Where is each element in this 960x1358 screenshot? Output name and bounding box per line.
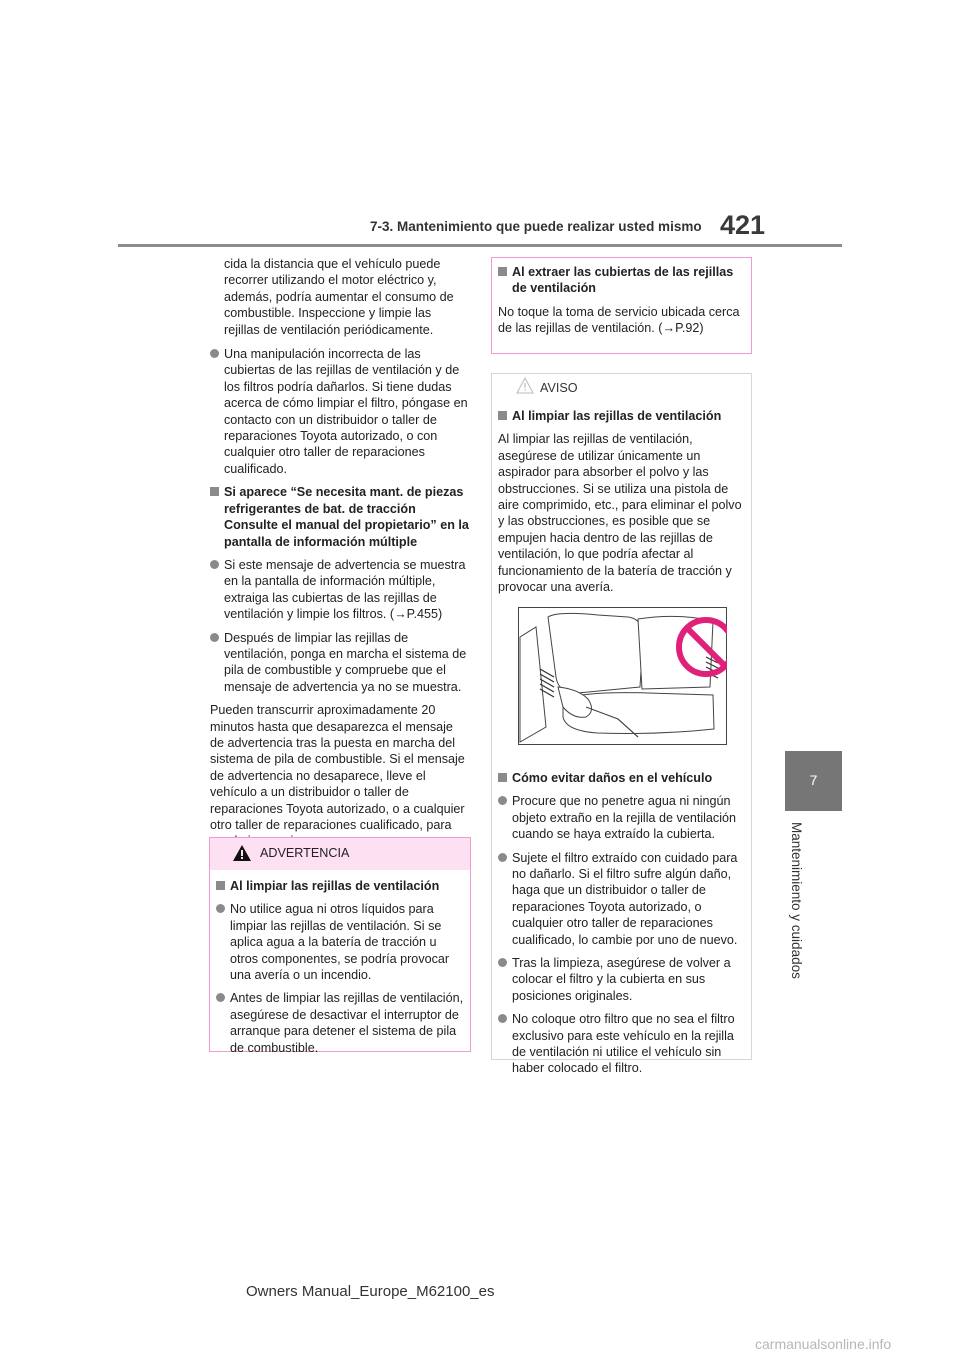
chapter-number: 7 <box>809 772 818 788</box>
bullet-text: No utilice agua ni otros líquidos para limpiar las rejillas de ventilación. Si se aplica agua a la batería de tracción u otros componentes, se podría provocar una avería o un incendio. <box>230 902 450 983</box>
square-bullet-icon <box>210 487 219 496</box>
note-heading <box>498 264 745 297</box>
list-item <box>498 793 745 842</box>
heading-text: Al limpiar las rejillas de ventilación <box>512 409 722 423</box>
watermark: carmanualsonline.info <box>755 1336 892 1352</box>
chapter-tab <box>785 751 842 811</box>
footer-text: Owners Manual_Europe_M62100_es <box>246 1283 495 1300</box>
note-text: No toque la toma de servicio ubicada cerca de las rejillas de ventilación. (→P.92) <box>498 304 740 336</box>
caution-body <box>492 408 751 1077</box>
list-item <box>210 346 470 477</box>
bullet-dot-icon <box>216 904 225 913</box>
caution-title: AVISO <box>540 381 578 395</box>
caution-header <box>492 374 751 404</box>
warning-title: ADVERTENCIA <box>260 846 350 860</box>
square-bullet-icon <box>216 881 225 890</box>
bullet-text: Tras la limpieza, asegúrese de volver a colocar el filtro y la cubierta en sus posiciones originales. <box>512 955 731 1003</box>
page-number: 421 <box>720 210 766 240</box>
list-item <box>210 557 470 623</box>
list-item <box>498 955 745 1004</box>
note-box <box>491 257 752 354</box>
bullet-dot-icon <box>498 1014 507 1023</box>
note-body <box>492 258 751 337</box>
warning-box <box>209 837 471 1055</box>
square-bullet-icon <box>498 773 507 782</box>
bullet-text: Si este mensaje de advertencia se muestra en la pantalla de información múltiple, extraiga las cubiertas de las rejillas de ventilación y limpie los filtros. (→P.455) <box>224 557 466 622</box>
bullet-text: No coloque otro filtro que no sea el filtro exclusivo para este vehículo en la rejilla de ventilación ni utilice el vehículo sin haber colocado el filtro. <box>512 1012 735 1076</box>
bullet-dot-icon <box>210 560 219 569</box>
bullet-text: Procure que no penetre agua ni ningún objeto extraño en la rejilla de ventilación cuando se haya extraído la cubierta. <box>512 794 737 842</box>
warning-heading <box>216 878 464 894</box>
bullet-text: Una manipulación incorrecta de las cubiertas de las rejillas de ventilación y de los filtros podría dañarlos. Si tiene dudas acerca de cómo limpiar el filtro, póngase en contacto con un distribuidor o taller de reparaciones Toyota autorizado, o con cualquier otro taller de reparaciones cualificado. <box>224 347 468 476</box>
bullet-dot-icon <box>498 796 507 805</box>
caution-heading <box>498 770 745 786</box>
body-paragraph: Pueden transcurrir aproximadamente 20 minutos hasta que desaparezca el mensaje de advertencia tras la puesta en marcha del sistema de pila de combustible. Si el mensaje de advertencia no desaparece, lleve el vehículo a un distribuidor o taller de reparaciones Toyota autorizado, o a cualquier otro taller de reparaciones cualificado, para <box>210 703 465 832</box>
heading-text: Al limpiar las rejillas de ventilación <box>230 879 440 893</box>
bullet-dot-icon <box>210 349 219 358</box>
bullet-dot-icon <box>498 958 507 967</box>
warning-triangle-icon <box>232 844 252 862</box>
warning-header <box>210 838 470 870</box>
square-bullet-icon <box>498 267 507 276</box>
caution-box <box>491 373 752 1076</box>
header-rule <box>118 244 842 247</box>
square-bullet-icon <box>498 411 507 420</box>
bullet-dot-icon <box>210 633 219 642</box>
seat-vent-cleaning-illustration <box>518 607 727 745</box>
bullet-text: Después de limpiar las rejillas de ventilación, ponga en marcha el sistema de pila de combustible y compruebe que el mensaje de advertencia ya no se muestra. <box>224 630 467 694</box>
bullet-text: Sujete el filtro extraído con cuidado para no dañarlo. Si el filtro sufre algún daño, haga que un distribuidor o taller de reparaciones Toyota autorizado, o cualquier otro taller de reparaciones cualificado, lo cambie por uno de nuevo. <box>512 850 738 947</box>
heading-text: Cómo evitar daños en el vehículo <box>512 770 713 785</box>
section-title: 7-3. Mantenimiento que puede realizar usted mismo <box>370 219 702 234</box>
caution-triangle-icon <box>516 377 534 394</box>
left-column <box>210 256 470 858</box>
warning-body <box>210 878 470 1056</box>
bullet-text: Antes de limpiar las rejillas de ventilación, asegúrese de desactivar el interruptor de arranque para detener el sistema de pila de combustible. <box>230 991 464 1055</box>
section-heading <box>210 484 470 550</box>
heading-text: Si aparece “Se necesita mant. de piezas refrigerantes de bat. de tracción Consulte el manual del propietario” en la pantalla de información múltiple <box>224 485 469 549</box>
chapter-label: Mantenimiento y cuidados <box>789 822 804 979</box>
bullet-dot-icon <box>216 993 225 1002</box>
heading-text: Al extraer las cubiertas de las rejillas de ventilación <box>512 265 734 296</box>
list-item <box>498 850 745 948</box>
bullet-dot-icon <box>498 853 507 862</box>
list-item <box>210 630 470 696</box>
caution-text: Al limpiar las rejillas de ventilación, asegúrese de utilizar únicamente un aspirador para absorber el polvo y las obstrucciones. Si se utiliza una pistola de aire comprimido, etc., para eliminar el polvo y las obstrucciones, es posible que se empujen hacia dentro de las rejillas de ventilación, lo que podría afectar al funcionamiento de la batería de tracción y provocar una avería. <box>498 432 742 595</box>
list-item <box>216 901 464 983</box>
list-item <box>216 990 464 1056</box>
caution-heading <box>498 408 745 424</box>
list-item <box>498 1011 745 1077</box>
continued-text: cida la distancia que el vehículo puede recorrer utilizando el motor eléctrico y, además, podría aumentar el consumo de combustible. Inspeccione y limpie las rejillas de ventilación periódicamente. <box>224 257 454 337</box>
